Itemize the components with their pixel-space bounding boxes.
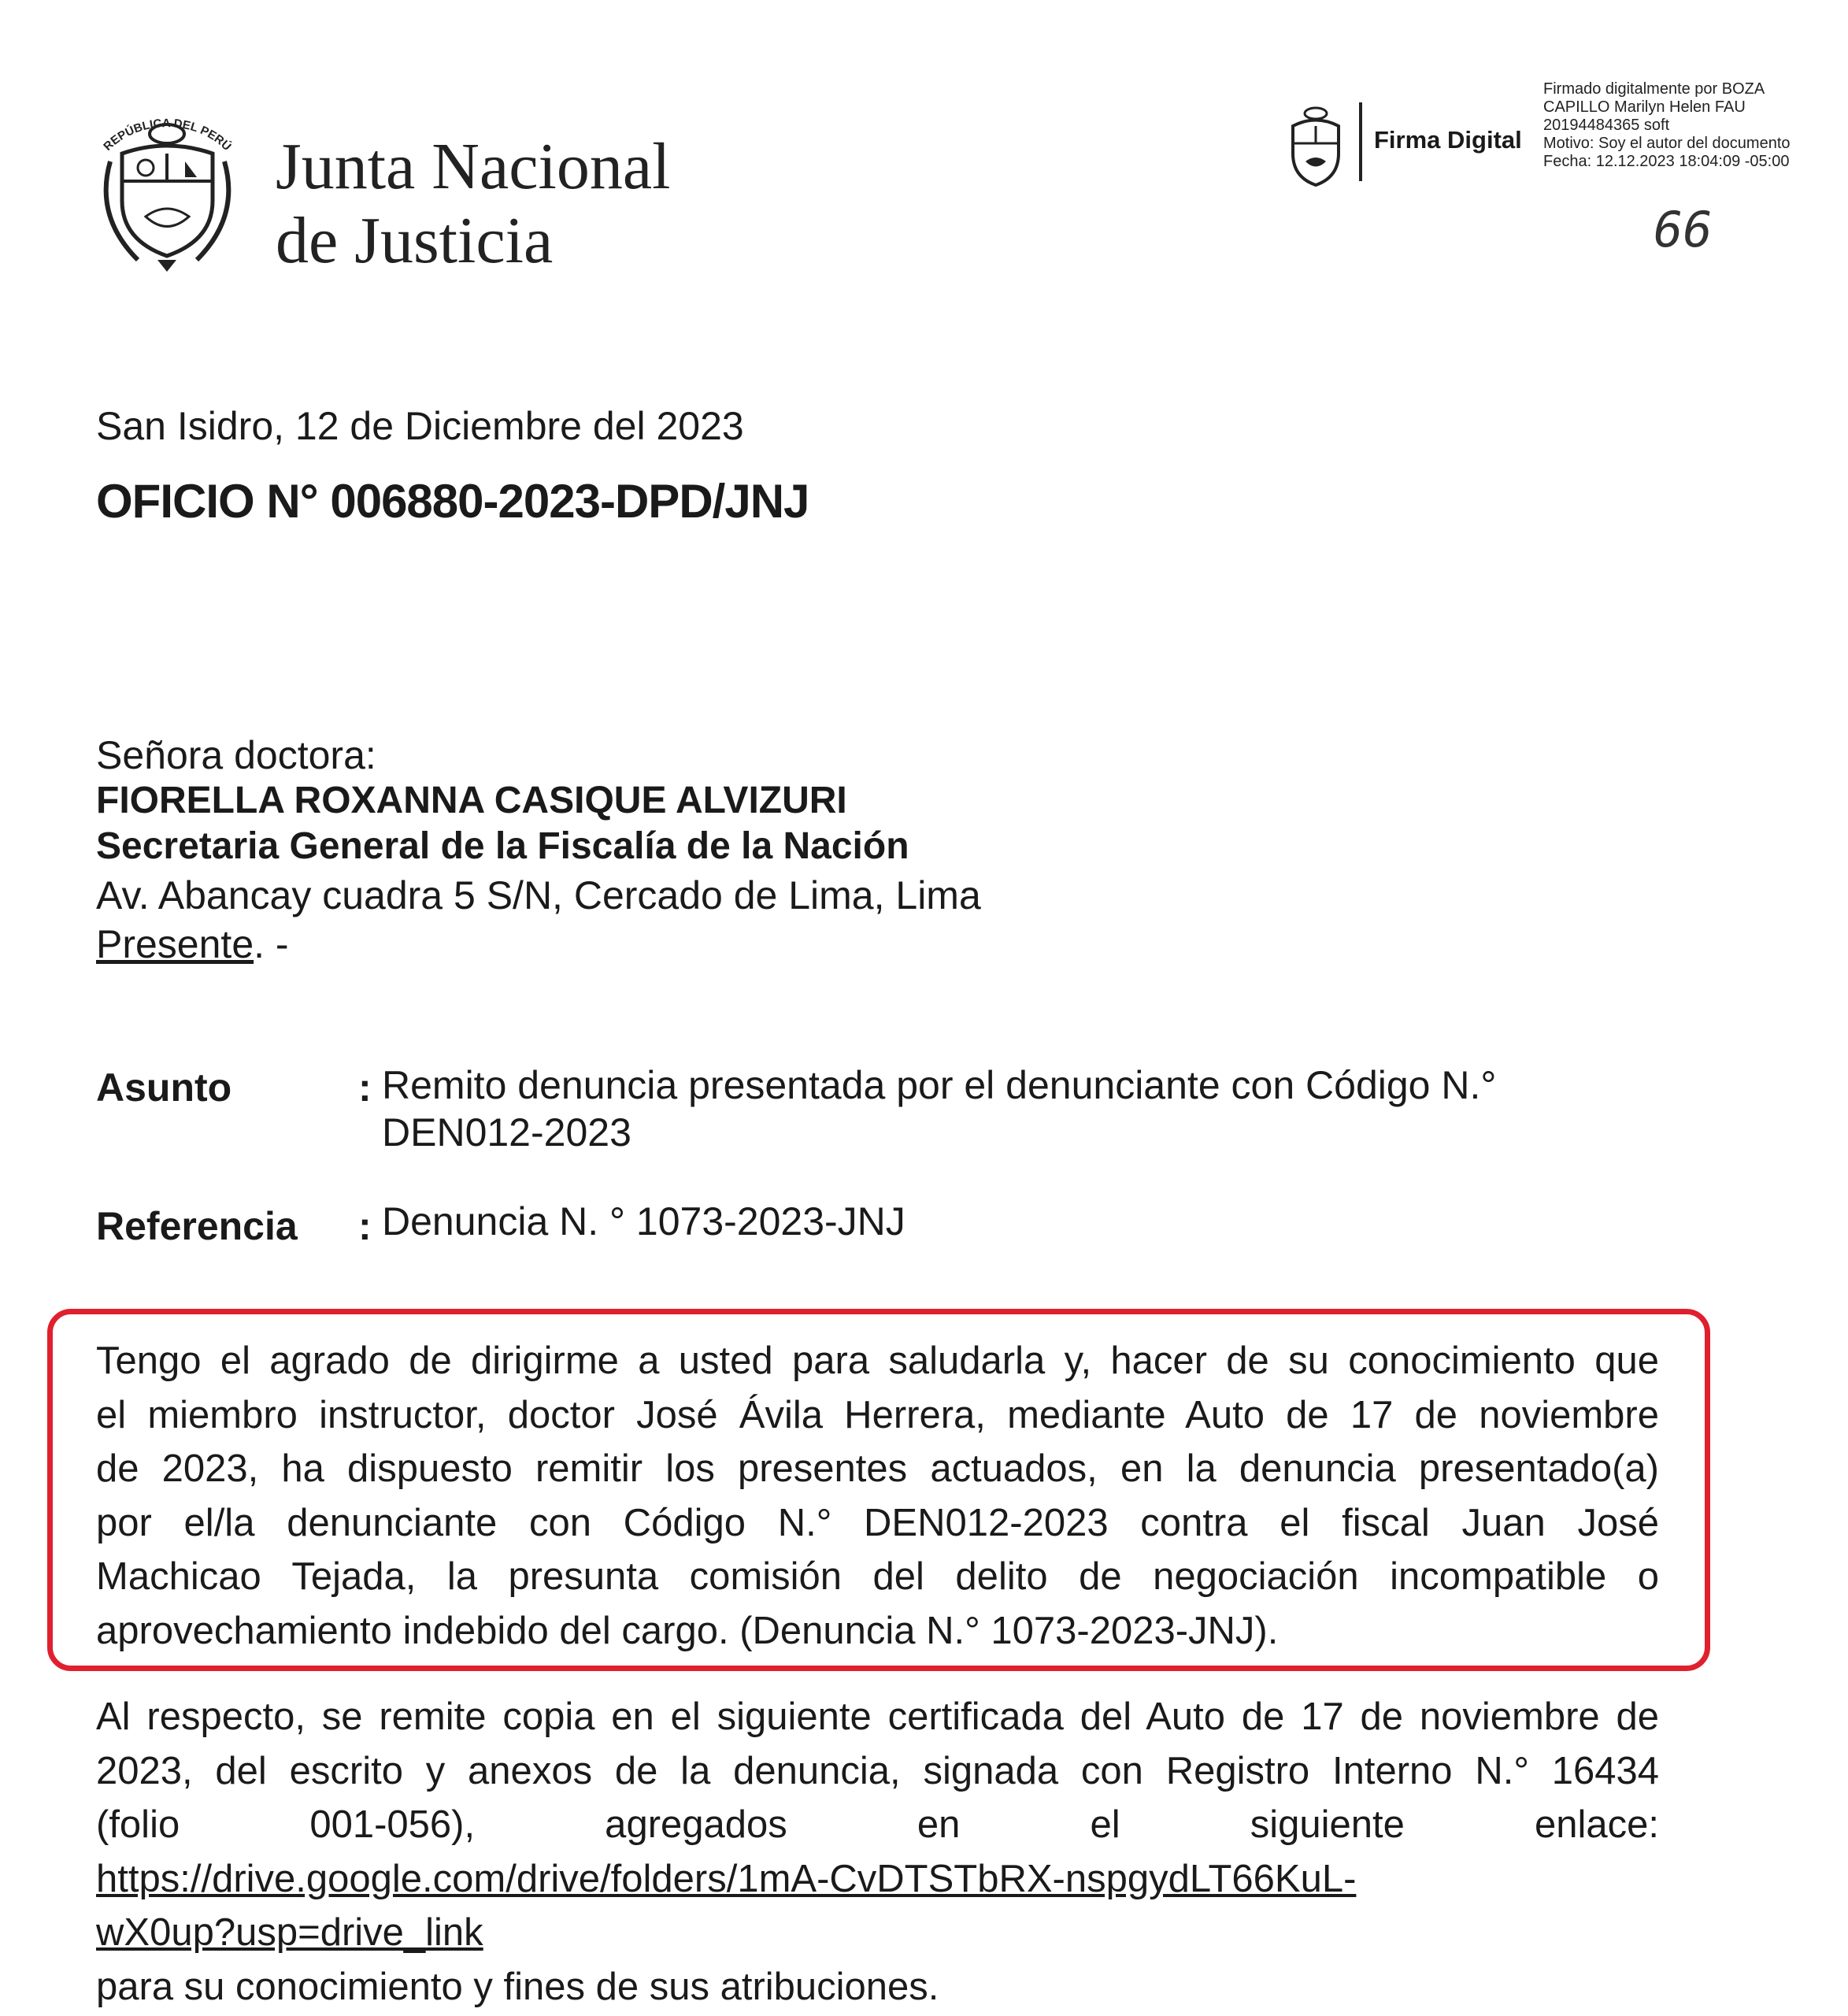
recipient-address: Av. Abancay cuadra 5 S/N, Cercado de Lima, Lima	[96, 873, 981, 917]
referencia-label: Referencia	[96, 1204, 298, 1248]
paragraph-line: por el/la denunciante con Código N.° DEN012-2023 contra el fiscal Juan José	[96, 1501, 1659, 1544]
drive-link-continued[interactable]: wX0up?usp=drive_link	[96, 1911, 483, 1954]
signature-detail-line: Firmado digitalmente por BOZA	[1543, 80, 1765, 98]
body-paragraph-2	[96, 1690, 1659, 2014]
paragraph-line: (folio 001-056), agregados en el siguiente enlace:	[96, 1803, 1659, 1846]
paragraph-line	[96, 1906, 1659, 2014]
signature-divider	[1359, 102, 1362, 181]
referencia-colon: :	[358, 1204, 372, 1248]
paragraph-line: aprovechamiento indebido del cargo. (Denuncia N.° 1073-2023-JNJ).	[96, 1609, 1279, 1652]
closing-text: para su conocimiento y fines de sus atribuciones.	[96, 1965, 939, 2008]
signature-detail-line: CAPILLO Marilyn Helen FAU	[1543, 98, 1746, 116]
coat-of-arms-seal	[91, 106, 244, 276]
presente-line	[96, 921, 289, 967]
paragraph-line: Machicao Tejada, la presunta comisión del delito de negociación incompatible o	[96, 1555, 1659, 1598]
signature-detail-line: Motivo: Soy el autor del documento	[1543, 135, 1791, 152]
signature-details	[1543, 80, 1791, 171]
asunto-text: Remito denuncia presentada por el denunciante con Código N.° DEN012-2023	[382, 1063, 1497, 1154]
recipient-title: Secretaria General de la Fiscalía de la Nación	[96, 825, 909, 867]
paragraph-line: el miembro instructor, doctor José Ávila Herrera, mediante Auto de 17 de noviembre	[96, 1393, 1659, 1436]
asunto-colon: :	[358, 1065, 372, 1110]
drive-link[interactable]: https://drive.google.com/drive/folders/1mA-CvDTSTbRX-nspgydLT66KuL-	[96, 1857, 1357, 1900]
institution-name-line2: de Justicia	[276, 204, 554, 277]
signature-detail-line: 20194484365 soft	[1543, 117, 1670, 134]
paragraph-line: 2023, del escrito y anexos de la denuncia, signada con Registro Interno N.° 16434	[96, 1749, 1659, 1792]
oficio-number: OFICIO N° 006880-2023-DPD/JNJ	[96, 475, 809, 528]
paragraph-line: de 2023, ha dispuesto remitir los presentes actuados, en la denuncia presentado(a)	[96, 1447, 1659, 1490]
referencia-text: Denuncia N. ° 1073-2023-JNJ	[382, 1199, 905, 1243]
signature-detail-line: Fecha: 12.12.2023 18:04:09 -05:00	[1543, 153, 1790, 170]
salutation: Señora doctora:	[96, 733, 376, 777]
institution-name-line1: Junta Nacional	[276, 130, 671, 203]
svg-text:REPÚBLICA DEL PERÚ	[101, 117, 234, 154]
paragraph-line: Al respecto, se remite copia en el siguiente certificada del Auto de 17 de noviembre de	[96, 1695, 1659, 1738]
signature-label: Firma Digital	[1374, 126, 1522, 154]
drive-link-line-1	[96, 1852, 1659, 1907]
institution-name	[276, 130, 671, 278]
document-date: San Isidro, 12 de Diciembre del 2023	[96, 404, 744, 448]
presente-suffix: . -	[254, 922, 289, 966]
handwritten-page-number: 66	[1654, 201, 1713, 258]
recipient-name: FIORELLA ROXANNA CASIQUE ALVIZURI	[96, 780, 847, 821]
seal-text: REPÚBLICA DEL PERÚ	[101, 117, 234, 154]
body-paragraph-1	[96, 1334, 1659, 1658]
signature-seal-icon	[1283, 102, 1348, 189]
paragraph-line: Tengo el agrado de dirigirme a usted para saludarla y, hacer de su conocimiento que	[96, 1340, 1659, 1382]
asunto-label: Asunto	[96, 1065, 232, 1110]
presente-word: Presente	[96, 922, 254, 966]
